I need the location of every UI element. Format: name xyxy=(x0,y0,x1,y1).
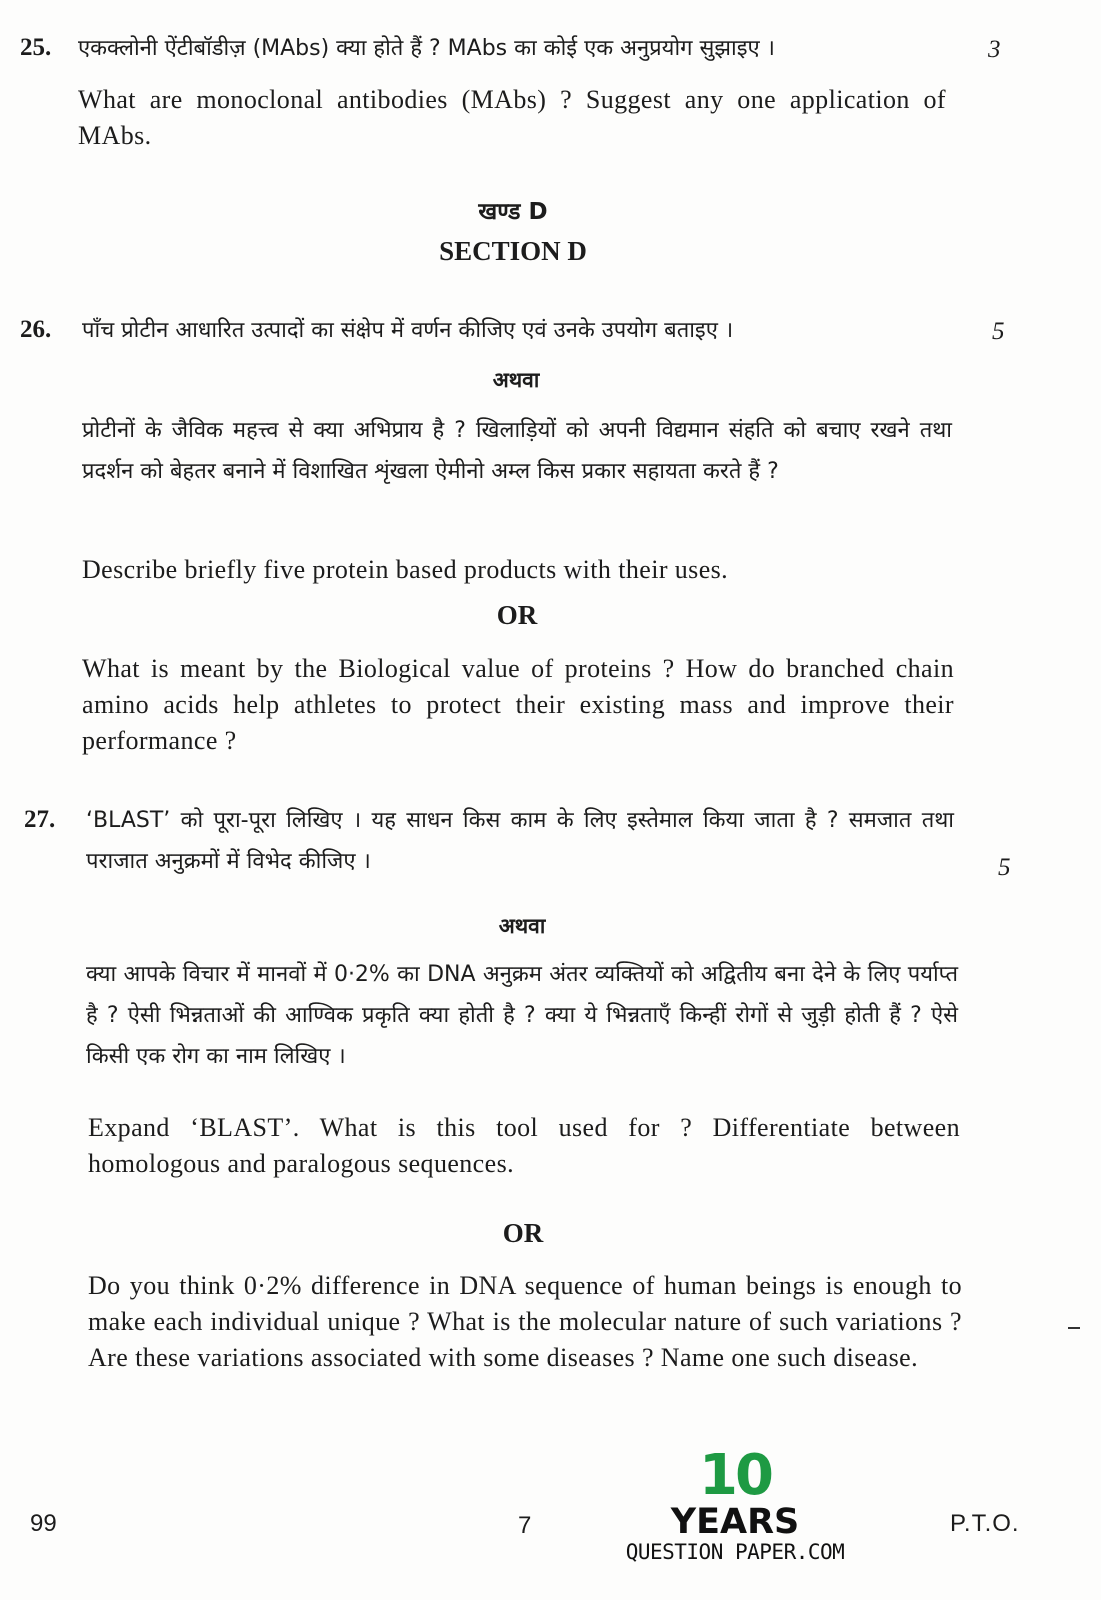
question-26-hindi: पाँच प्रोटीन आधारित उत्पादों का संक्षेप में वर्णन कीजिए एवं उनके उपयोग बताइए । xyxy=(82,318,734,343)
question-26-or-hindi: प्रोटीनों के जैविक महत्त्व से क्या अभिप्राय है ? खिलाड़ियों को अपनी विद्यमान संहति को बचाए रखने तथा प्रदर्शन को बेहतर बनाने में विशाखित शृंखला ऐमीनो अम्ल किस प्रकार सहायता करते हैं ? xyxy=(82,418,952,484)
question-26-english: Describe briefly five protein based products with their uses. xyxy=(82,555,729,584)
question-27-or-english-label: OR xyxy=(502,1218,544,1248)
question-27-or-hindi: क्या आपके विचार में मानवों में 0·2% का DNA अनुक्रम अंतर व्यक्तियों को अद्वितीय बना देने के लिए पर्याप्त है ? ऐसी भिन्नताओं की आण्विक प्रकृति क्या होती है ? क्या ये भिन्नताएँ किन्हीं रोगों से जुड़ी होती हैं ? ऐसे किसी एक रोग का नाम लिखिए । xyxy=(86,962,958,1069)
question-27-english: Expand ‘BLAST’. What is this tool used for ? Differentiate between homologous and paralogous sequences. xyxy=(88,1113,960,1178)
question-26-marks: 5 xyxy=(992,318,1005,345)
question-26-or-english: What is meant by the Biological value of proteins ? How do branched chain amino acids help athletes to protect their existing mass and improve their performance ? xyxy=(82,654,954,755)
question-27-or-english: Do you think 0·2% difference in DNA sequence of human beings is enough to make each individual unique ? What is the molecular nature of such variations ? Are these variations associated with some diseases ? Name one such disease. xyxy=(88,1271,962,1372)
question-27-or-hindi-label: अथवा xyxy=(498,914,546,938)
logo-number: 10 xyxy=(699,1443,771,1508)
question-25-number: 25. xyxy=(20,34,52,61)
question-27-number: 27. xyxy=(24,806,56,833)
paper-code: 99 xyxy=(30,1510,57,1537)
question-26-or-english-label: OR xyxy=(496,600,538,630)
page-number: 7 xyxy=(518,1512,532,1539)
site-logo xyxy=(620,1443,850,1564)
logo-site: QUESTION PAPER.COM xyxy=(625,1540,845,1564)
question-26-number: 26. xyxy=(20,316,52,343)
question-25-marks: 3 xyxy=(988,36,1001,63)
question-26-or-hindi-label: अथवा xyxy=(492,368,540,392)
question-27-hindi: ‘BLAST’ को पूरा-पूरा लिखिए । यह साधन किस काम के लिए इस्तेमाल किया जाता है ? समजात तथा पराजात अनुक्रमों में विभेद कीजिए । xyxy=(86,808,954,874)
question-25-english: What are monoclonal antibodies (MAbs) ? Suggest any one application of MAbs. xyxy=(78,85,946,150)
logo-years: YEARS xyxy=(670,1502,800,1542)
section-title-hindi: खण्ड D xyxy=(478,199,548,225)
question-27-marks: 5 xyxy=(998,854,1011,881)
question-25-hindi: एकक्लोनी ऐंटीबॉडीज़ (MAbs) क्या होते हैं ? MAbs का कोई एक अनुप्रयोग सुझाइए । xyxy=(78,36,776,61)
section-title-english: SECTION D xyxy=(439,236,587,266)
margin-dash xyxy=(1068,1327,1080,1329)
pto-label: P.T.O. xyxy=(950,1510,1020,1537)
